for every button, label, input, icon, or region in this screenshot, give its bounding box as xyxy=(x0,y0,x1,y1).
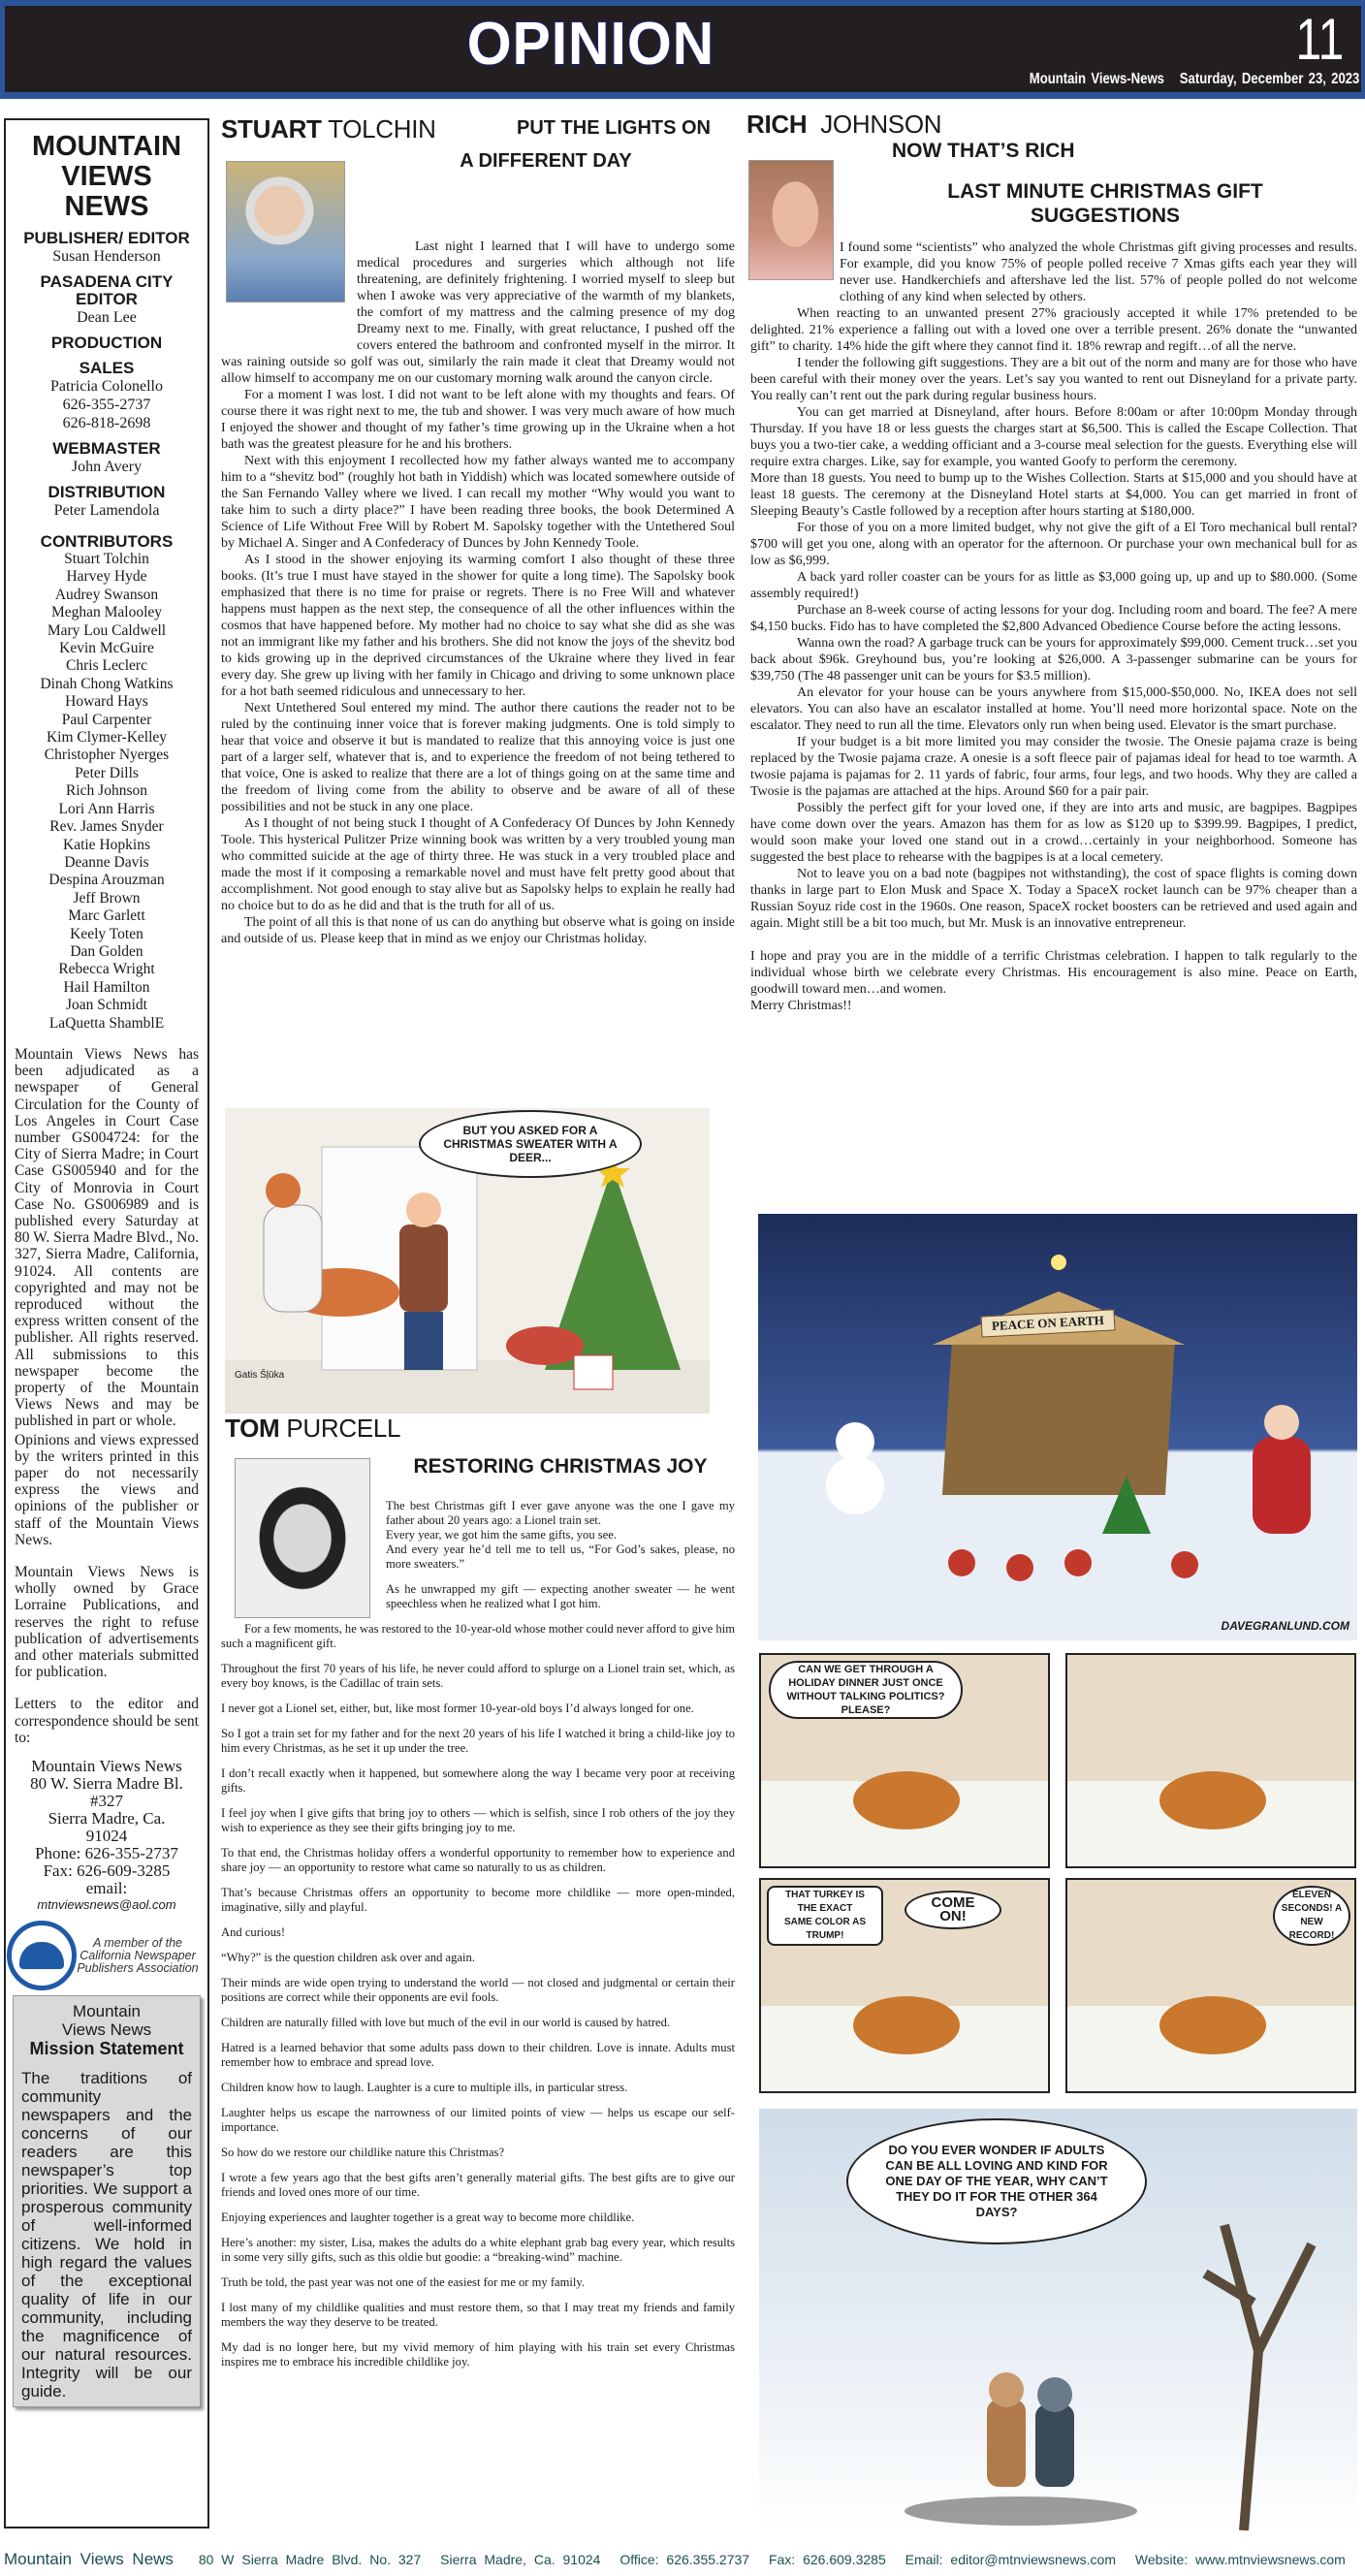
speech-bubble: DO YOU EVER WONDER IF ADULTS CAN BE ALL LOVING AND KIND FOR ONE DAY OF THE YEAR, WHY CAN’T THEY DO IT FOR THE OTHER 364 DAYS? xyxy=(846,2118,1147,2244)
article-paragraph: Not to leave you on a bad note (bagpipes not withstanding), the cost of space flights is coming down thanks in large part to Elon Musk and Space X. Today a SpaceX rocket launch can be 97% cheaper than a Russian Soyuz ride cost in the 1960s. One reason, SpaceX rocket boosters can be retrieved and used again and again. Might still be a bit too much, but Mr. Musk is an innovative entrepreneur. xyxy=(750,867,1357,931)
mission-line: Mountain xyxy=(73,2002,141,2021)
staff-role: WEBMASTER xyxy=(52,439,161,458)
editorial-cartoon-sweater xyxy=(225,1108,710,1414)
paper-name: Mountain Views-News xyxy=(1029,71,1164,87)
article-paragraph: A back yard roller coaster can be yours for as little as $3,000 going up, up and up to $80.000. (Some assembly required!) xyxy=(750,570,1357,601)
contributor-name: Christopher Nyerges xyxy=(44,747,170,764)
speech-bubble: ELEVEN SECONDS! A NEW RECORD! xyxy=(1273,1886,1350,1946)
footer-city: Sierra Madre, Ca. 91024 xyxy=(440,2552,601,2567)
article-paragraph: That’s because Christmas offers an opportunity to become more childlike — more open-minded, imaginative, silly and playful. xyxy=(221,1886,735,1914)
contributor-name: Mary Lou Caldwell xyxy=(47,621,167,639)
article-paragraph: I hope and pray you are in the middle of a terrific Christmas celebration. I happen to talk regularly to the individual whose birth we celebrate every Christmas. His encouragement is also mine. Peace on Earth, goodwill toward men…and women. xyxy=(750,949,1357,997)
article-paragraph: Purchase an 8-week course of acting lessons for your dog. Including room and board. The fee? A mere $4,150 bucks. Fido has to have completed the $2,800 Advanced Obedience Course before the acting lessons. xyxy=(750,603,1357,634)
article-paragraph: To that end, the Christmas holiday offers a wonderful opportunity to remember how to experience and share joy — an opportunity to restore what came so naturally to us as children. xyxy=(221,1846,735,1874)
contributor-name: Dinah Chong Watkins xyxy=(40,675,174,692)
contributor-name: Harvey Hyde xyxy=(66,568,147,586)
contributor-name: Marc Garlett xyxy=(68,907,145,925)
staff-role: PRODUCTION xyxy=(50,334,163,352)
article-paragraph: Enjoying experiences and laughter together is a great way to become more childlike. xyxy=(221,2210,635,2224)
article-paragraph: Children are naturally filled with love but much of the evil in our world is caused by hatred. xyxy=(221,2016,671,2029)
editorial-cartoon-snow xyxy=(759,2109,1357,2530)
address-line: 80 W. Sierra Madre Bl. xyxy=(30,1774,183,1794)
speech-bubble: COME ON! xyxy=(905,1891,1001,1929)
section-title: OPINION xyxy=(466,11,715,78)
contributor-name: Katie Hopkins xyxy=(63,836,150,853)
address-line: Mountain Views News xyxy=(31,1757,182,1776)
article-paragraph: Last night I learned that I will have to undergo some medical procedures and surgeries which although not life threatening, are definitely frightening. I worried myself to sleep but when I awoke was very appreciative of the warmth of my blankets, the comfort of my mattress and the calming presence of my dog Dreamy next to me. Finally, with great reluctance, I pushed off the covers entered the bathroom and confronted myself in the mirror. It was raining outside so golf was out, similarly the rain made it cleat that Dreamy would not allow himself to accompany me on our customary morning walk around the canyon circle. xyxy=(221,239,735,386)
article-paragraph: If your budget is a bit more limited you may consider the twosie. The Onesie pajama craze is being replaced by the Twosie pajama craze. A onesie is a soft fleece pair of pajamas ideal for head to toe warmth. A twosie pajama is pajamas for 2. 11 yards of fabric, four arms, four legs, and two hoods. Why they are called a Twosie is the pajamas are attached at the hips. Around $60 for a pair pair. xyxy=(750,735,1357,799)
article-body xyxy=(750,239,1357,1014)
contributor-name: Chris Leclerc xyxy=(66,657,147,675)
article-paragraph: An elevator for your house can be yours anywhere from $15,000-$50,000. No, IKEA does not sell elevators. You can also have an escalator installed at home. You’ll need more horizontal space. Note on the escalator. They need to run all the time. Elevators only run when being used. Elevator is the smart purchase. xyxy=(750,685,1357,733)
author-byline xyxy=(225,1414,740,1444)
email-link[interactable]: mtnviewsnews@aol.com xyxy=(37,1897,176,1913)
article-paragraph: As he unwrapped my gift — expecting another sweater — he went speechless when he realized what I got him. xyxy=(386,1582,735,1610)
mission-line: Views News xyxy=(61,2020,152,2040)
comic-strip-holiday-dinner xyxy=(759,1653,1357,2094)
contributor-name: Stuart Tolchin xyxy=(64,551,149,567)
footer-email[interactable]: Email: editor@mtnviewsnews.com xyxy=(905,2552,1117,2567)
author-byline xyxy=(746,110,1361,140)
issue-date: Saturday, December 23, 2023 xyxy=(1179,71,1359,87)
masthead-line: NEWS xyxy=(64,191,149,222)
contributor-name: Howard Hays xyxy=(65,693,148,711)
article-paragraph: For a few moments, he was restored to the 10-year-old whose mother could never afford to give him such a magnificent gift. xyxy=(221,1622,735,1650)
article-paragraph: Here’s another: my sister, Lisa, makes the adults do a white elephant grab bag every year, which results in some very silly gifts, such as this oldie but goodie: a “breaking-wind” machine. xyxy=(221,2236,735,2264)
cartoon-illustration xyxy=(758,1214,1357,1640)
contributor-name: Dan Golden xyxy=(70,942,143,960)
footer-brand: Mountain Views News xyxy=(4,2550,174,2568)
article-paragraph: Wanna own the road? A garbage truck can be yours for approximately $99,000. Cement truck…set you back about $96k. Greyhound bus, you’re looking at $26,000. A 3-passenger submarine can be yours for $39,750 (The 48 passenger unit can be yours for $3.5 million). xyxy=(750,636,1357,684)
article-paragraph: I never got a Lionel set, either, but, like most former 10-year-old boys I’d always longed for one. xyxy=(221,1701,694,1715)
masthead-line: VIEWS xyxy=(61,161,152,192)
article-paragraph: And curious! xyxy=(221,1925,286,1939)
contributor-name: Jeff Brown xyxy=(73,889,141,906)
page-footer xyxy=(0,2544,1365,2576)
article-paragraph: I found some “scientists” who analyzed the whole Christmas gift giving processes and results. For example, did you know 75% of people polled receive 7 Xmas gifts each year they will never use. Handkerchiefs and aftershave led the list. 57% of people polled do not welcome clothing of any kind when selected by others. xyxy=(840,240,1357,304)
article-paragraph: The point of all this is that none of us can do anything but observe what is going on inside and outside of us. Please keep that in mind as we enjoy our Christmas holiday. xyxy=(221,915,735,946)
legal-paragraph: Mountain Views News is wholly owned by Grace Lorraine Publications, and reserves the right to refuse publication of advertisements and other materials submitted for publication. xyxy=(15,1564,199,1681)
contributor-name: Kim Clymer-Kelley xyxy=(46,729,168,747)
author-last: JOHNSON xyxy=(820,110,942,139)
article-paragraph: So I got a train set for my father and for the next 20 years of his life I watched it bring a child-like joy to him every Christmas, as he set it up under the tree. xyxy=(221,1727,735,1755)
contributor-name: Hail Hamilton xyxy=(63,978,150,996)
contributor-name: Audrey Swanson xyxy=(54,586,159,603)
article-paragraph: As I thought of not being stuck I thought of A Confederacy Of Dunces by John Kennedy Toole. This hysterical Pulitzer Prize winning book was written by a very troubled young man who committed suicide at the age of thirty three. He was stuck in a very troubled place and made the most if it composing a remarkable novel and must have felt pretty good about that accomplishment. Not good enough to stay alive but as Sapolsky helps to explain he really had no choice but to do as he did and that is the truth for all of us. xyxy=(221,816,735,913)
speech-bubble: BUT YOU ASKED FOR A CHRISTMAS SWEATER WITH A DEER... xyxy=(419,1110,642,1178)
article-headline xyxy=(863,179,1348,228)
article-tom-purcell xyxy=(221,1414,740,2369)
mission-title: Mission Statement xyxy=(29,2039,184,2059)
contributor-name: Rebecca Wright xyxy=(58,961,155,978)
mission-text: The traditions of community newspapers and the concerns of our readers are this newspaper’s top priorities. We support a prosperous community of well-informed citizens. We hold in high regard the values of the exceptional quality of life in our community, including the magnificence of our natural resources. Integrity will be our guide. xyxy=(21,2069,192,2401)
article-paragraph: For those of you on a more limited budget, why not give the gift of a El Toro mechanical bull rental? $700 will get you one, along with an operator for the afternoon. Or purchase your own mechanical bull for as low as $6,999. xyxy=(750,521,1357,568)
address-line: #327 xyxy=(90,1792,123,1811)
page-number: 11 xyxy=(1295,7,1344,72)
contributor-name: Rev. James Snyder xyxy=(49,818,164,836)
article-paragraph: The best Christmas gift I ever gave anyone was the one I gave my father about 20 years ago: a Lionel train set. Every year, we got him the same gifts, you see. And every year he’d tell me to tell us, “For God’s sakes, please, no more sweaters.” xyxy=(386,1499,735,1571)
article-paragraph: So how do we restore our childlike nature this Christmas? xyxy=(221,2146,505,2159)
article-paragraph: Throughout the first 70 years of his life, he never could afford to splurge on a Lionel train set, which, as every boy knows, is the Cadillac of train sets. xyxy=(221,1662,735,1690)
article-paragraph: More than 18 guests. You need to bump up to the Wishes Collection. Starts at $15,000 and you should have at least 18 guests. The ceremony at the Disneyland Hotel starts at $4,000. You can get married in front of Sleeping Beauty’s Castle followed by a reception after hours starting at $180,000. xyxy=(750,471,1357,519)
article-paragraph: Laughter helps us escape the narrowness of our limited points of view — helps us escape our self-importance. xyxy=(221,2106,735,2134)
staff-name: Patricia Colonello xyxy=(50,378,163,395)
article-paragraph: You can get married at Disneyland, after hours. Before 8:00am or after 10:00pm Monday through Thursday. If you have 18 or less guests the charges start at $6,500. This is called the Escape Collection. That buys you a two-tier cake, a wedding officiant and a 3-course meal selection for the guests. Everything else will require extra charges. Like, say for example, you wanted Goofy to perform the ceremony. xyxy=(750,405,1357,469)
article-paragraph: My dad is no longer here, but my vivid memory of him playing with his train set every Christmas inspires me to embrace his incredible childlike joy. xyxy=(221,2340,735,2369)
legal-paragraph: Letters to the editor and correspondence should be sent to: xyxy=(15,1696,199,1746)
footer-website[interactable]: Website: www.mtnviewsnews.com xyxy=(1134,2552,1346,2567)
author-first: STUART xyxy=(221,114,322,143)
peace-on-earth-sign: PEACE ON EARTH xyxy=(981,1309,1116,1337)
article-paragraph: I don’t recall exactly when it happened, but somewhere along the way I became very poor at receiving gifts. xyxy=(221,1766,735,1795)
article-headline: A DIFFERENT DAY xyxy=(460,150,632,172)
author-first: TOM xyxy=(225,1414,280,1443)
staff-name: 626-355-2737 xyxy=(62,397,151,413)
speech-bubble: CAN WE GET THROUGH A HOLIDAY DINNER JUST ONCE WITHOUT TALKING POLITICS? PLEASE? xyxy=(769,1661,963,1719)
contributor-name: Joan Schmidt xyxy=(66,997,147,1014)
photo-spacer xyxy=(221,239,357,341)
staff-name: Peter Lamendola xyxy=(53,502,160,519)
article-paragraph: When reacting to an unwanted present 27% graciously accepted it while 17% pretended to be delighted. 21% experience a falling out with a loved one over a terrible present. 26% donate the “unwanted gift” to charity. 14% hide the gift where they cannot find it. 18% rewrap and regift…of all the nerve. xyxy=(750,306,1357,354)
article-body xyxy=(221,239,735,947)
author-first: RICH xyxy=(746,110,808,139)
editorial-cartoon-nativity xyxy=(758,1214,1357,1640)
header-bar xyxy=(5,6,1361,92)
article-headline: RESTORING CHRISTMAS JOY xyxy=(413,1455,708,1478)
article-paragraph: As I stood in the shower enjoying its warming comfort I also thought of these three books. (It’s true I must have stayed in the shower for quite a long time). The Sapolsky book emphasized that there is no time for praise or regrets. There is no Free Will and whatever happens must happen as the next step, the consequence of all the other influences within the cosmos that have happened before. My mother had no choice to say what she did as she was not an immigrant like my father and his brothers. She did not know the joys of the shevitz bod to kids growing up in the deprived circumstances of the Ukraine where they lived in fear every day. She grew up living with her family in Chicago and driving to some unknown place for a hot bath seemed ridiculous and unnecessary to her. xyxy=(221,553,735,699)
cnpa-text: A member of the California Newspaper Publishers Association xyxy=(77,1935,199,1975)
staff-list xyxy=(15,230,199,520)
article-paragraph: Truth be told, the past year was not one of the easiest for me or my family. xyxy=(221,2275,586,2289)
staff-role: PASADENA CITY EDITOR xyxy=(40,272,174,308)
cnpa-membership xyxy=(15,1922,199,1989)
staff-role: SALES xyxy=(79,359,135,377)
cartoonist-signature: Gatis Šļūka xyxy=(235,1370,285,1381)
contributor-name: Meghan Malooley xyxy=(50,604,163,621)
address-line: Fax: 626-609-3285 xyxy=(43,1861,171,1881)
article-paragraph: I wrote a few years ago that the best gifts aren’t generally material gifts. The best gifts are to give our friends and loved ones more of our time. xyxy=(221,2171,735,2199)
headline-line: LAST MINUTE CHRISTMAS GIFT xyxy=(947,180,1263,203)
staff-name: Dean Lee xyxy=(77,309,137,326)
article-paragraph: “Why?” is the question children ask over and again. xyxy=(221,1951,475,1964)
article-paragraph: For a moment I was lost. I did not want to be left alone with my thoughts and fears. Of course there it was right next to me, the tub and shower. I was very much aware of how much I enjoyed the shower and thought of my father’s time growing up in the Ukraine when a hot bath was the greatest pleasure for he and his brothers. xyxy=(221,388,735,452)
masthead-sidebar xyxy=(4,118,209,2528)
article-paragraph: Merry Christmas!! xyxy=(750,999,852,1013)
address-line: 91024 xyxy=(85,1827,128,1846)
article-paragraph: Children know how to laugh. Laughter is a cure to multiple ills, in particular stress. xyxy=(221,2081,628,2094)
footer-fax: Fax: 626.609.3285 xyxy=(768,2552,886,2567)
cartoonist-signature: DAVEGRANLUND.COM xyxy=(1221,1619,1349,1633)
author-last: PURCELL xyxy=(286,1414,401,1443)
address-line: Sierra Madre, Ca. xyxy=(48,1809,166,1829)
article-paragraph: Next Untethered Soul entered my mind. The author there cautions the reader not to be ruled by the continuing inner voice that is forever making judgments. One is told simply to hear that voice and observe it but is mandated to realize that this annoying voice is just one part of a larger self, whatever that is, and to experience the freedom of not being tethered to that voice, One is asked to realize that there are a lot of things going on at the same time and the freedom of living come from the ability to observe and be aware of all of these possibilities and not be stuck in any one place. xyxy=(221,701,735,814)
address-line: email: xyxy=(85,1879,128,1898)
legal-paragraph: Mountain Views News has been adjudicated as a newspaper of General Circulation for the County of Los Angeles in Court Case number GS004724: for the City of Sierra Madre; in Court Case GS005940 and for the City of Monrovia in Court Case No. GS006989 and is published every Saturday at 80 W. Sierra Madre Blvd., No. 327, Sierra Madre, California, 91024. All contents are copyrighted and may not be reproduced without the express written consent of the publisher. All rights reserved. All submissions to this newspaper become the property of the Mountain Views News and may be published in part or whole. xyxy=(15,1045,199,1430)
article-stuart-tolchin xyxy=(221,114,737,946)
staff-role: DISTRIBUTION xyxy=(48,483,166,501)
footer-address: 80 W Sierra Madre Blvd. No. 327 xyxy=(198,2552,422,2567)
comic-panel xyxy=(1065,1653,1356,1868)
page-header xyxy=(0,0,1365,99)
mailing-address xyxy=(15,1758,199,1897)
footer-office-phone: Office: 626.355.2737 xyxy=(619,2552,750,2567)
contributor-name: Keely Toten xyxy=(70,925,143,942)
contributors-heading: CONTRIBUTORS xyxy=(40,532,174,551)
contributor-name: Lori Ann Harris xyxy=(58,800,155,817)
masthead-line: MOUNTAIN xyxy=(31,131,182,162)
staff-name: John Avery xyxy=(71,459,143,475)
legal-paragraph: Opinions and views expressed by the writers printed in this paper do not necessarily express the views and opinions of the publisher or staff of the Mountain Views News. xyxy=(15,1431,199,1548)
headline-line: SUGGESTIONS xyxy=(1030,205,1181,227)
article-paragraph: Next with this enjoyment I recollected how my father always wanted me to accompany him to a “shevitz bod” (roughly hot bath in Yiddish) which was located somewhere outside of the San Fernando Valley where we lived. I can recall my mother “Why would you want to take him to such a dirty place?” I have been reading three books, the book Determined A Science of Life Without Free Will by Robert M. Sapolsky together with the Untethered Soul by Michael A. Singer and A Confederacy of Dunces by John Kennedy Toole. xyxy=(221,454,735,551)
article-headline: PUT THE LIGHTS ON xyxy=(517,117,711,139)
contributor-name: LaQuetta ShamblE xyxy=(48,1014,165,1032)
header-dateline xyxy=(1029,71,1359,88)
article-rich-johnson xyxy=(746,110,1361,1013)
article-paragraph: Their minds are wide open trying to understand the world — not closed and judgmental or certain their positions are correct while their opponents are evil fools. xyxy=(221,1976,735,2004)
legal-notice xyxy=(15,1046,199,1746)
contributor-name: Kevin McGuire xyxy=(59,640,154,657)
contributor-name: Deanne Davis xyxy=(64,853,149,871)
cnpa-bear-logo-icon xyxy=(7,1921,77,1990)
contributors-list xyxy=(15,551,199,1033)
masthead-logo xyxy=(15,132,199,222)
address-line: Phone: 626-355-2737 xyxy=(35,1844,178,1863)
comic-panel xyxy=(759,1653,1050,1868)
mission-statement xyxy=(13,1995,201,2407)
author-last: TOLCHIN xyxy=(328,114,436,143)
article-paragraph: Possibly the perfect gift for your loved one, if they are into arts and music, are bagpipes. Bagpipes have come down over the years. Amazon has them for as low as $120 up to $399.99. Bagpipes, I predict, would soon make your loved one stand out in a crowd…certainly in your neighborhood. Someone has suggested the best place to rehearse with the bagpipes is at a local cemetery. xyxy=(750,801,1357,865)
article-paragraph: I lost many of my childlike qualities and must restore them, so that I may treat my friends and family members the way they deserve to be treated. xyxy=(221,2301,735,2329)
staff-role: PUBLISHER/ EDITOR xyxy=(23,229,190,247)
contributor-name: Peter Dills xyxy=(75,764,139,781)
contributor-name: Rich Johnson xyxy=(66,782,147,800)
column-name: NOW THAT’S RICH xyxy=(892,140,1075,162)
article-body xyxy=(221,1499,735,2380)
speech-bubble: THAT TURKEY IS THE EXACT SAME COLOR AS TRUMP! xyxy=(767,1886,883,1946)
contributor-name: Despina Arouzman xyxy=(48,872,165,889)
article-paragraph: I feel joy when I give gifts that bring joy to others — which is selfish, since I rob others of the joy they wish to experience as they see their gifts bringing joy to me. xyxy=(221,1806,735,1834)
contributor-name: Paul Carpenter xyxy=(61,711,152,728)
staff-name: 626-818-2698 xyxy=(62,415,151,431)
article-paragraph: I tender the following gift suggestions. They are a bit out of the norm and many are for those who have been careful with their money over the years. Let’s say you wanted to rent out Disneyland for a private party. You really can’t rent out the park during regular business hours. xyxy=(750,356,1357,403)
article-paragraph: Hatred is a learned behavior that some adults pass down to their children. Love is innate. Adults must remember how to embrace and spread love. xyxy=(221,2041,735,2069)
staff-name: Susan Henderson xyxy=(52,248,161,265)
